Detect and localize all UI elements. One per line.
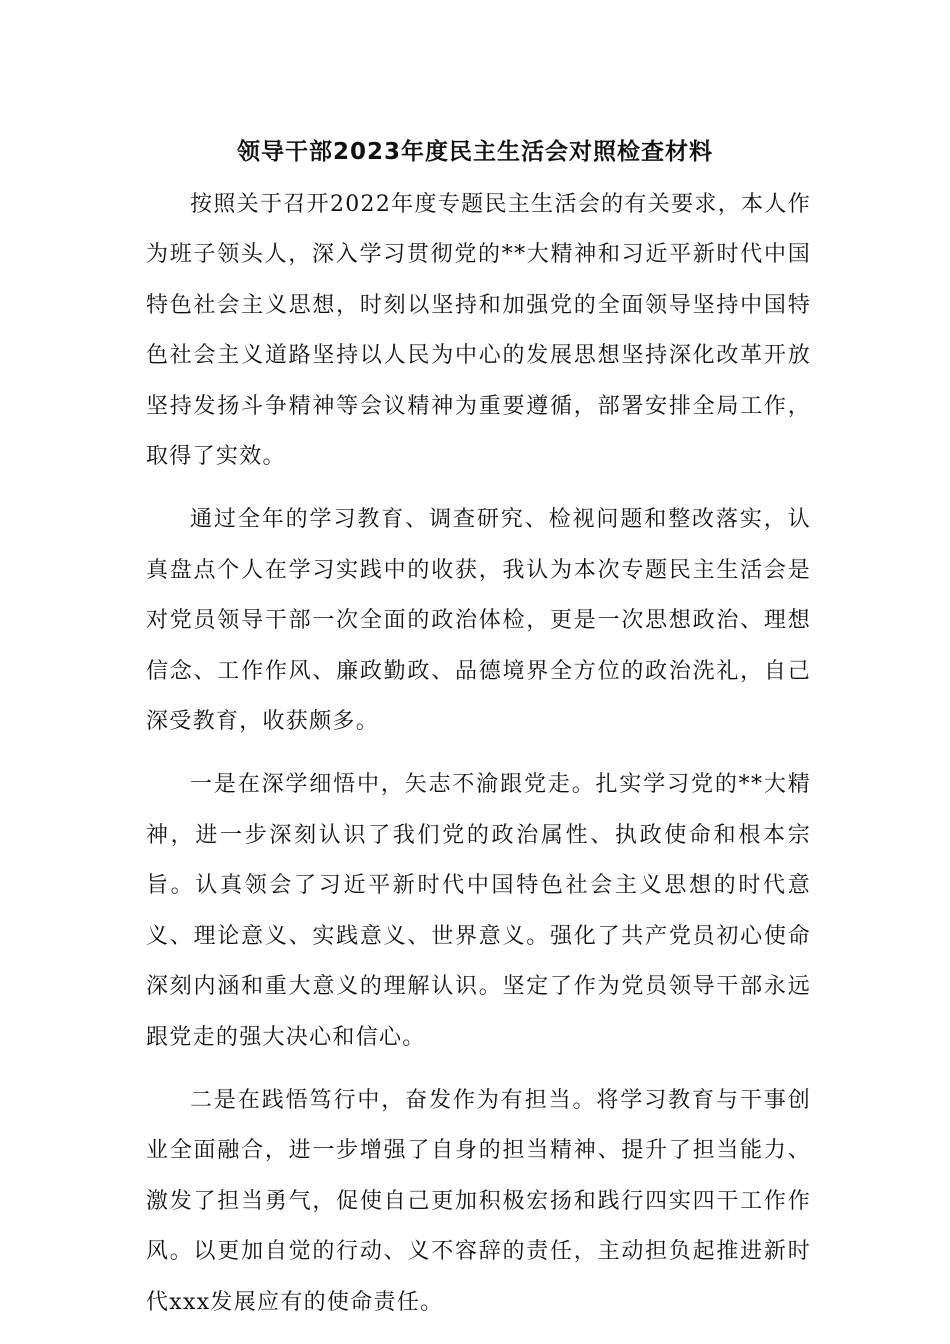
paragraph-summary: 通过全年的学习教育、调查研究、检视问题和整改落实，认真盘点个人在学习实践中的收获，我认为本次专题民主生活会是对党员领导干部一次全面的政治体检，更是一次思想政治、理想信念、工作作风、廉政勤政、品德境界全方位的政治洗礼，自己深受教育，收获颇多。: [146, 507, 811, 735]
paragraph-point-one: 一是在深学细悟中，矢志不渝跟党走。扎实学习党的**大精神，进一步深刻认识了我们党的政治属性、执政使命和根本宗旨。认真领会了习近平新时代中国特色社会主义思想的时代意义、理论意义、实践意义、世界意义。强化了共产党员初心使命深刻内涵和重大意义的理解认识。坚定了作为党员领导干部永远跟党走的强大决心和信心。: [146, 772, 811, 1050]
paragraph-intro: 按照关于召开2022年度专题民主生活会的有关要求，本人作为班子领头人，深入学习贯彻党的**大精神和习近平新时代中国特色社会主义思想，时刻以坚持和加强党的全面领导坚持中国特色社会主义道路坚持以人民为中心的发展思想坚持深化改革开放坚持发扬斗争精神等会议精神为重要遵循，部署安排全局工作，取得了实效。: [146, 192, 811, 470]
document-body: [146, 180, 811, 1341]
paragraph-point-two: 二是在践悟笃行中，奋发作为有担当。将学习教育与干事创业全面融合，进一步增强了自身的担当精神、提升了担当能力、激发了担当勇气，促使自己更加积极宏扬和践行四实四干工作作风。以更加自觉的行动、义不容辞的责任，主动担负起推进新时代xxx发展应有的使命责任。: [146, 1087, 811, 1315]
document-title: 领导干部2023年度民主生活会对照检查材料: [236, 139, 713, 165]
